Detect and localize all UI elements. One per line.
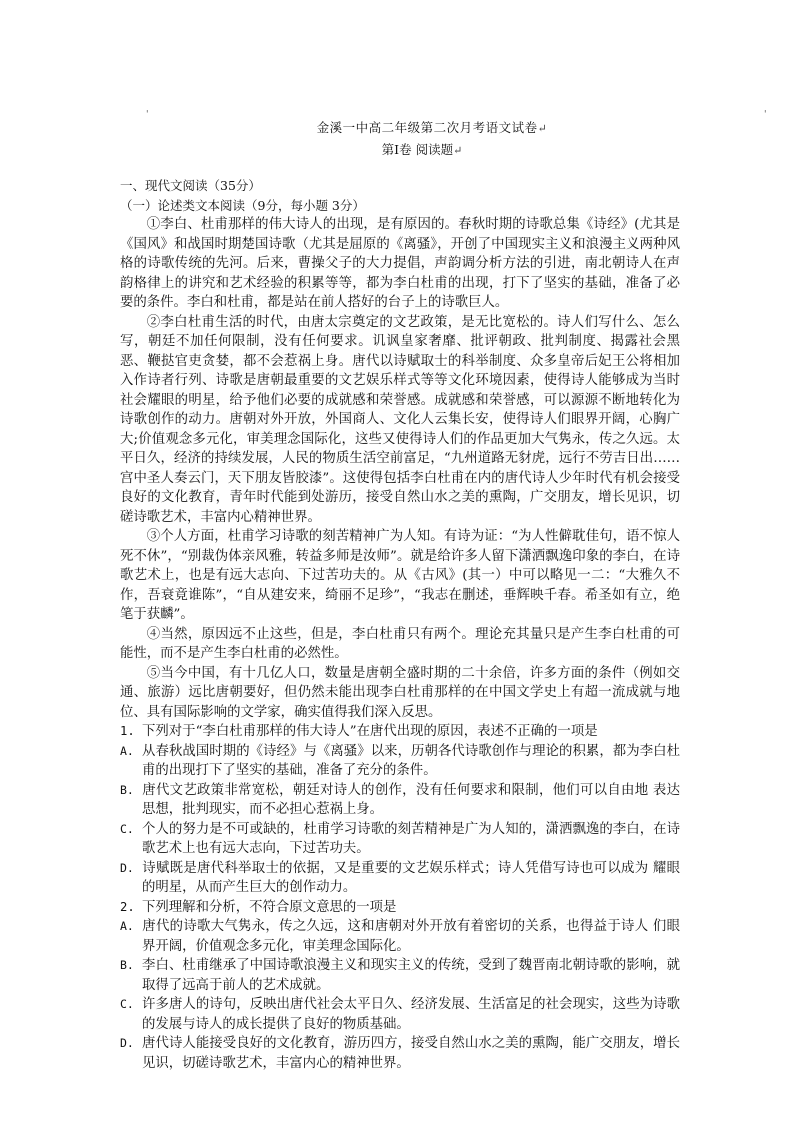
question-1	[120, 722, 680, 742]
question-1-option-b	[120, 781, 680, 820]
passage-paragraph-5: ⑤当今中国，有十几亿人口，数量是唐朝全盛时期的二十余倍，许多方面的条件（例如交通、旅游）远比唐朝要好，但仍然未能出现李白杜甫那样的在中国文学史上有超一流成就与地位、具有国际影响的文学家，确实值得我们深入反思。	[120, 665, 680, 720]
option-text: 许多唐人的诗句，反映出唐代社会太平日久、经济发展、生活富足的社会现实，这些为诗歌的发展与诗人的成长提供了良好的物质基础。	[142, 997, 680, 1032]
option-letter: A.	[120, 919, 134, 933]
question-2-option-d	[120, 1034, 680, 1073]
question-stem: 下列理解和分析，不符合原文意思的一项是	[142, 899, 397, 915]
question-2	[120, 898, 680, 918]
option-text: 李白、杜甫继承了中国诗歌浪漫主义和现实主义的传统，受到了魏晋南北朝诗歌的影响，就取得了远高于前人的艺术成就。	[142, 958, 680, 993]
section-heading: 一、现代文阅读（35分）	[120, 178, 261, 193]
option-text: 唐代文艺政策非常宽松，朝廷对诗人的创作，没有任何要求和限制，他们可以自由地 表达思想，批判现实，而不必担心惹祸上身。	[142, 782, 680, 817]
corner-mark-right: '	[764, 110, 767, 120]
option-letter: B.	[120, 958, 134, 972]
question-2-option-a	[120, 917, 680, 956]
question-number: 2.	[120, 899, 143, 914]
passage-paragraph-2: ②李白杜甫生活的时代，由唐太宗奠定的文艺政策，是无比宽松的。诗人们写什么、怎么写，朝廷不加任何限制，没有任何要求。讥讽皇家奢靡、批评朝政、批判制度、揭露社会黑恶、鞭挞官吏贪婪，都不会惹祸上身。唐代以诗赋取士的科举制度、众多皇帝后妃王公将相加入作诗者行列、诗歌是唐朝最重要的文艺娱乐样式等等文化环境因素，使得诗人能够成为当时社会耀眼的明星，给予他们必要的成就感和荣誉感。成就感和荣誉感，可以源源不断地转化为诗歌创作的动力。唐朝对外开放，外国商人、文化人云集长安，使得诗人们眼界开阔，心胸广大;价值观念多元化，审美理念国际化，这些又使得诗人们的作品更加大气隽永，传之久远。太平日久，经济的持续发展，人民的物质生活空前富足，“九州道路无豺虎，远行不劳吉日出……宫中圣人奏云门，天下朋友皆胶漆”。这使得包括李白杜甫在内的唐代诗人少年时代有机会接受良好的文化教育，青年时代能到处游历，接受自然山水之美的熏陶，广交朋友，增长见识，切磋诗歌艺术，丰富内心精神世界。	[120, 314, 680, 525]
option-text: 唐代诗人能接受良好的文化教育，游历四方，接受自然山水之美的熏陶，能广交朋友，增长见识，切磋诗歌艺术，丰富内心的精神世界。	[142, 1036, 680, 1071]
exam-title	[0, 118, 794, 136]
option-letter: C.	[120, 821, 134, 836]
option-text: 个人的努力是不可或缺的，杜甫学习诗歌的刻苦精神是广为人知的，潇洒飘逸的李白，在诗歌艺术上也有远大志向，下过苦功夫。	[142, 821, 680, 856]
option-letter: D.	[120, 1036, 134, 1050]
question-number: 1.	[120, 724, 143, 738]
corner-mark-left: '	[146, 110, 149, 120]
exam-subtitle	[0, 140, 794, 158]
option-letter: C.	[120, 997, 134, 1011]
paragraph-mark-icon: ↵	[453, 144, 463, 157]
question-1-option-d	[120, 859, 680, 898]
question-2-option-c	[120, 995, 680, 1034]
exam-subtitle-text: 第Ⅰ卷 阅读题	[381, 142, 454, 157]
question-1-option-c	[120, 820, 680, 859]
option-text: 唐代的诗歌大气隽永，传之久远，这和唐朝对外开放有着密切的关系，也得益于诗人 们眼界开阔，价值观念多元化，审美理念国际化。	[142, 919, 680, 954]
exam-content	[120, 176, 680, 1073]
passage-paragraph-1: ①李白、杜甫那样的伟大诗人的出现，是有原因的。春秋时期的诗歌总集《诗经》(尤其是《国风》和战国时期楚国诗歌（尤其是屈原的《离骚》，开创了中国现实主义和浪漫主义两种风格的诗歌传统的先河。后来，曹操父子的大力提倡，声韵调分析方法的引进，南北朝诗人在声韵格律上的讲究和艺术经验的积累等等，都为李白杜甫的出现，打下了坚实的基础，准备了必要的条件。李白和杜甫，都是站在前人搭好的台子上的诗歌巨人。	[120, 217, 680, 310]
option-text: 诗赋既是唐代科举取士的依据，又是重要的文艺娱乐样式；诗人凭借写诗也可以成为 耀眼的明星，从而产生巨大的创作动力。	[142, 860, 680, 895]
question-stem: 下列对于“李白杜甫那样的伟大诗人”在唐代出现的原因，表述不正确的一项是	[142, 724, 598, 739]
question-2-option-b	[120, 956, 680, 995]
paragraph-mark-icon: ↵	[537, 122, 548, 135]
option-letter: B.	[120, 782, 134, 797]
passage-paragraph-4: ④当然，原因远不止这些，但是，李白杜甫只有两个。理论充其量只是产生李白杜甫的可能性，而不是产生李白杜甫的必然性。	[120, 626, 680, 661]
passage-paragraph-3: ③个人方面，杜甫学习诗歌的刻苦精神广为人知。有诗为证：“为人性僻耽佳句，语不惊人死不休”，“别裁伪体亲风雅，转益多师是汝师”。就是给许多人留下潇洒飘逸印象的李白，在诗歌艺术上，也是有远大志向、下过苦功夫的。从《古风》(其一）中可以略见一二：“大雅久不作，吾衰竟谁陈”，“自从建安来，绮丽不足珍”，“我志在删述，垂辉映千春。希圣如有立，绝笔于获麟”。	[120, 529, 680, 622]
option-letter: A.	[120, 743, 134, 758]
option-letter: D.	[120, 860, 134, 875]
section-subheading: （一）论述类文本阅读（9分，每小题 3分）	[120, 197, 365, 213]
option-text: 从春秋战国时期的《诗经》与《离骚》以来，历朝各代诗歌创作与理论的积累，都为李白杜甫的出现打下了坚实的基础，准备了充分的条件。	[142, 743, 680, 778]
question-1-option-a	[120, 742, 680, 781]
exam-title-text: 金溪一中高二年级第二次月考语文试卷	[316, 120, 538, 135]
